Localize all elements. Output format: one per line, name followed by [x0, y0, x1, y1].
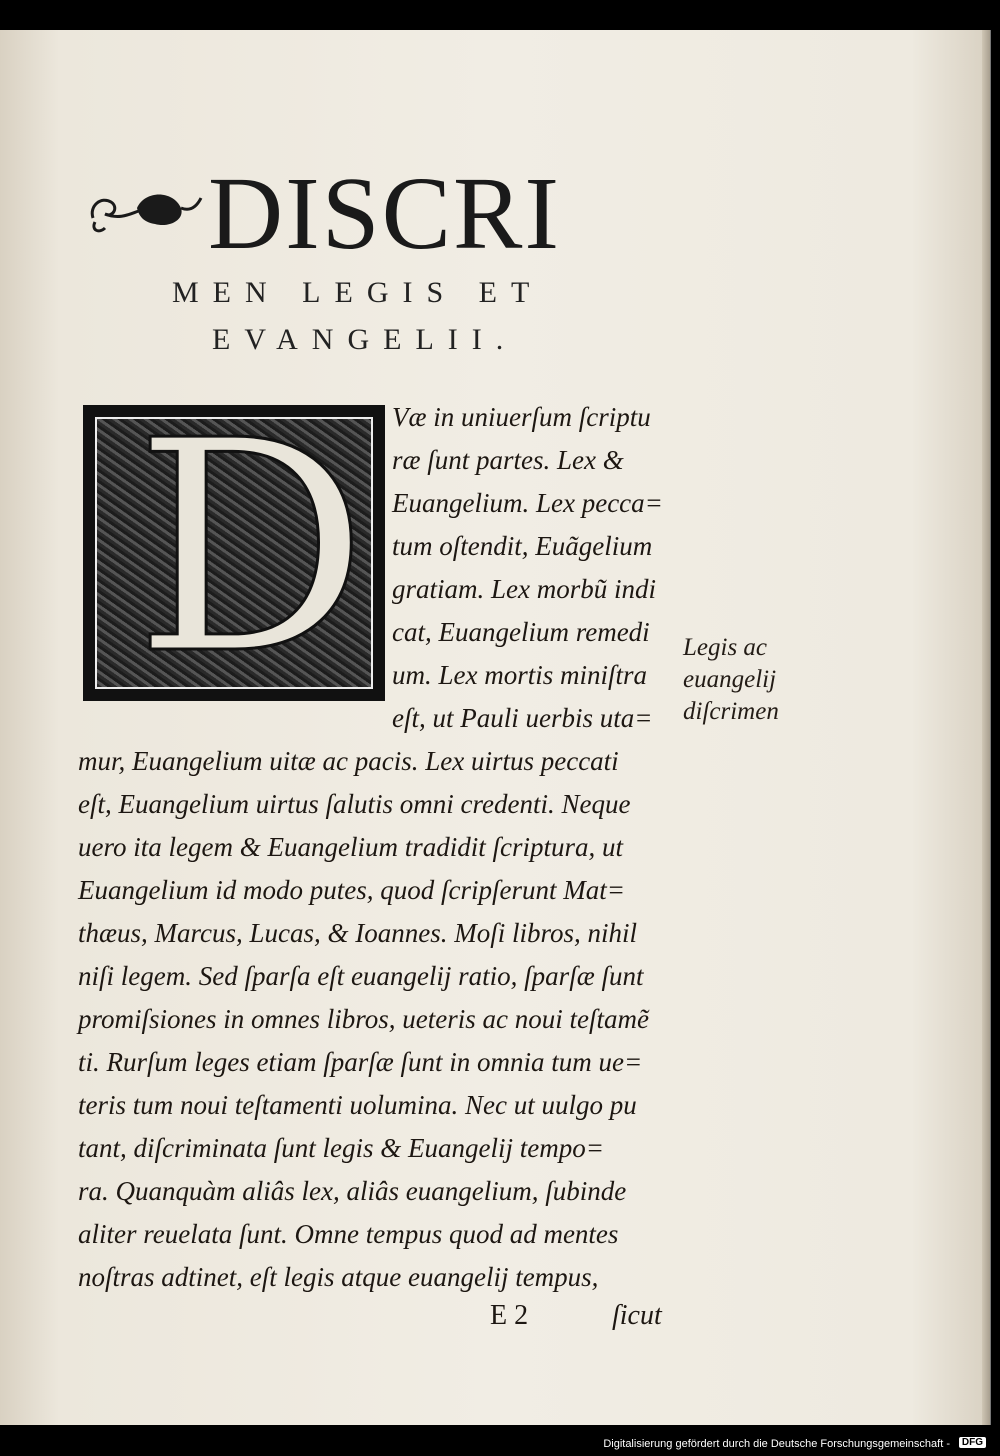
- margin-note-line: euangelij: [683, 666, 777, 693]
- body-line: niſi legem. Sed ſparſa eſt euangelij ratio, ſparſæ ſunt: [78, 961, 644, 991]
- body-line: teris tum noui teſtamenti uolumina. Nec ut uulgo pu: [78, 1090, 637, 1120]
- body-line: cat, Euangelium remedi: [392, 617, 650, 647]
- body-line: thæus, Marcus, Lucas, & Ioannes. Moſi libros, nihil: [78, 918, 638, 948]
- body-line: ræ ſunt partes. Lex &: [392, 445, 624, 475]
- signature-mark: E 2: [490, 1300, 529, 1331]
- title-line-3: EVANGELII.: [212, 323, 518, 356]
- woodcut-initial: [83, 378, 385, 718]
- footer-bar: [0, 1436, 990, 1456]
- body-line: tant, diſcriminata ſunt legis & Euangelij tempo=: [78, 1133, 604, 1163]
- margin-note-line: Legis ac: [683, 634, 768, 661]
- body-line: ra. Quanquàm aliâs lex, aliâs euangelium, ſubinde: [78, 1176, 627, 1206]
- body-line: Væ in uniuerſum ſcriptu: [392, 402, 651, 432]
- initial-letter: D: [134, 378, 369, 718]
- body-line: um. Lex mortis miniſtra: [392, 660, 648, 690]
- body-line: gratiam. Lex morbũ indi: [392, 574, 657, 604]
- dfg-logo: DFG: [959, 1437, 986, 1448]
- funding-credit: Digitalisierung gefördert durch die Deutsche Forschungsgemeinschaft -: [603, 1438, 950, 1450]
- title-heading: DISCRI: [208, 156, 561, 271]
- margin-note-line: diſcrimen: [683, 698, 779, 725]
- page-edge: [982, 30, 990, 1425]
- fleuron-ornament: [85, 178, 205, 238]
- body-line: Euangelium id modo putes, quod ſcripſerunt Mat=: [78, 875, 625, 905]
- catchword: ſicut: [612, 1300, 662, 1331]
- title-line-2: MEN LEGIS ET: [172, 276, 544, 309]
- body-line: ti. Rurſum leges etiam ſparſæ ſunt in omnia tum ue=: [78, 1047, 643, 1077]
- body-line: mur, Euangelium uitæ ac pacis. Lex uirtus peccati: [78, 746, 619, 776]
- body-line: aliter reuelata ſunt. Omne tempus quod ad mentes: [78, 1219, 619, 1249]
- body-line: tum oſtendit, Euãgelium: [392, 531, 653, 561]
- body-line: noſtras adtinet, eſt legis atque euangelij tempus,: [78, 1262, 599, 1292]
- body-line: uero ita legem & Euangelium tradidit ſcriptura, ut: [78, 832, 623, 862]
- body-line: Euangelium. Lex pecca=: [392, 488, 663, 518]
- margin-note: [683, 632, 779, 728]
- body-line: promiſsiones in omnes libros, ueteris ac noui teſtamẽ: [78, 1004, 649, 1034]
- body-line: eſt, ut Pauli uerbis uta=: [392, 703, 653, 733]
- body-line: eſt, Euangelium uirtus ſalutis omni credenti. Neque: [78, 789, 631, 819]
